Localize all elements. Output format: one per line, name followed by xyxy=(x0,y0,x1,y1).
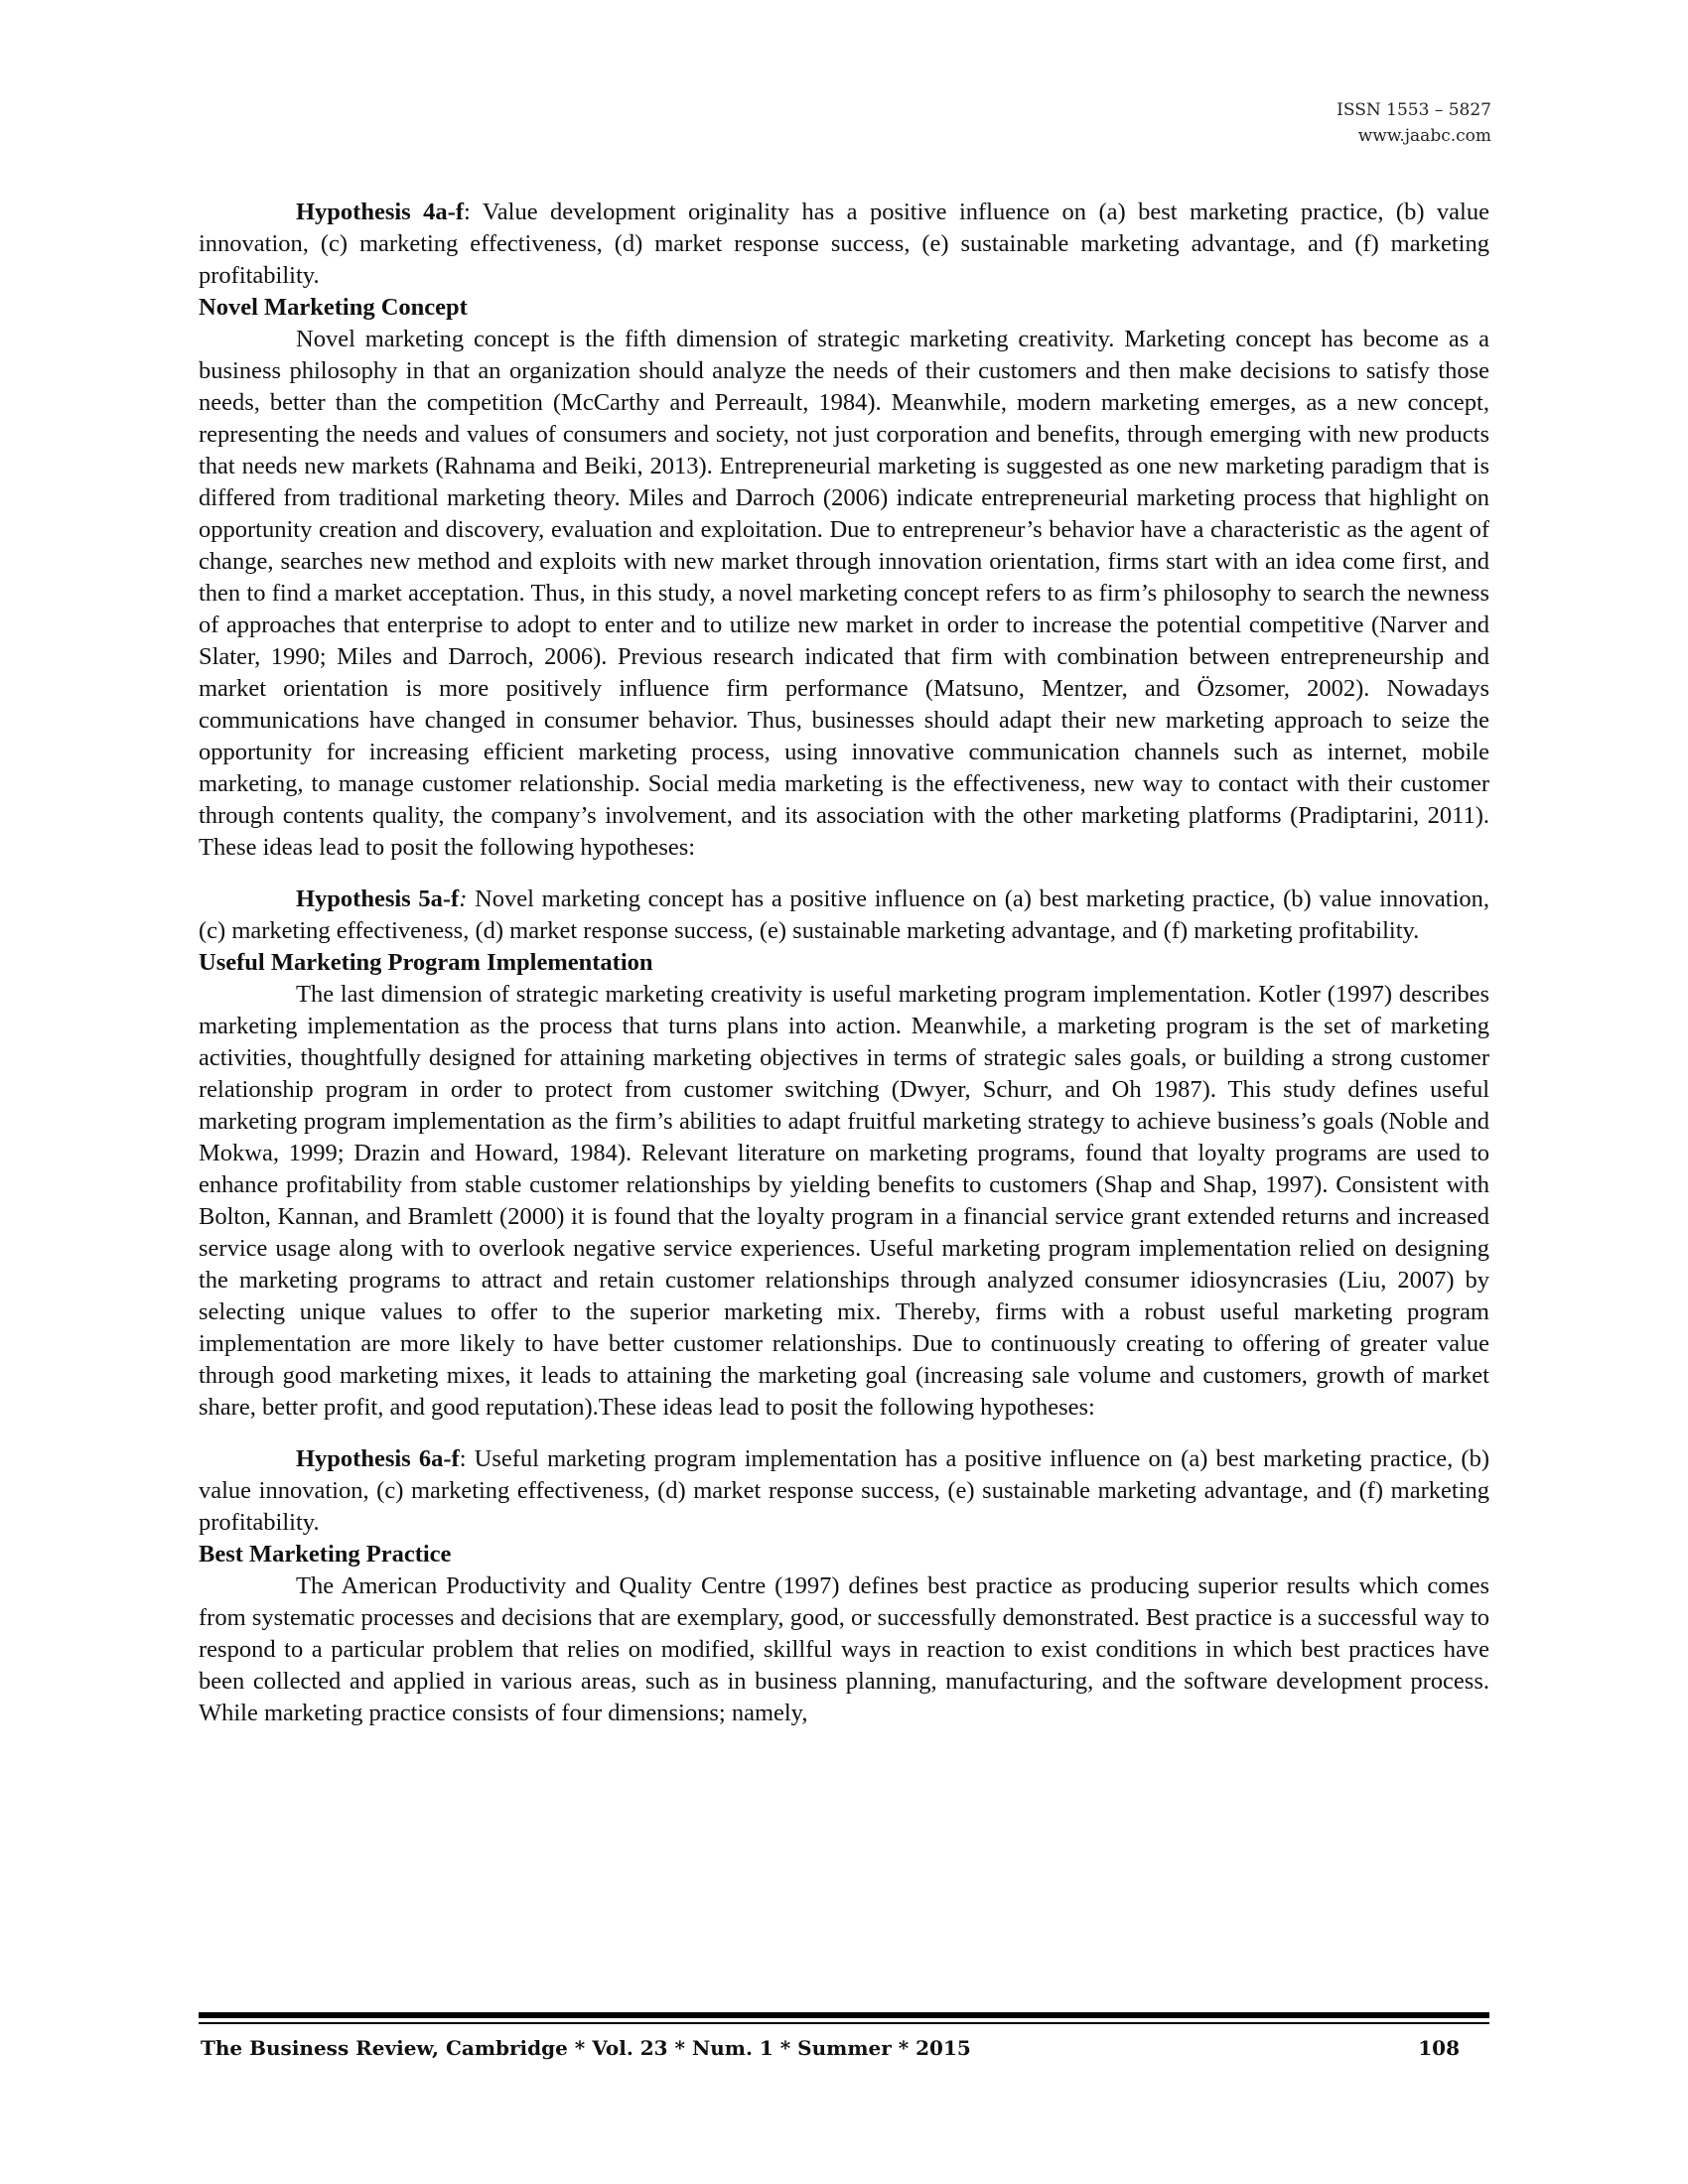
hypothesis-4-text: : Value development originality has a positive influence on (a) best marketing practice, (b) value innovation, (c) marketing effectiveness, (d) market response success, (e) sustainable marketing advantage, and (f) marketing profitability. xyxy=(199,199,1489,289)
website-label: www.jaabc.com xyxy=(1357,126,1491,146)
paragraph-useful-marketing-program: The last dimension of strategic marketing creativity is useful marketing program implementation. Kotler (1997) describes marketing implementation as the process that turns plans into action. Meanwhile, a marketing program is the set of marketing activities, thoughtfully designed for attaining marketing objectives in terms of strategic sales goals, or building a strong customer relationship program in order to protect from customer switching (Dwyer, Schurr, and Oh 1987). This study defines useful marketing program implementation as the firm’s abilities to adapt fruitful marketing strategy to achieve business’s goals (Noble and Mokwa, 1999; Drazin and Howard, 1984). Relevant literature on marketing programs, found that loyalty programs are used to enhance profitability from stable customer relationships by yielding benefits to customers (Shap and Shap, 1997). Consistent with Bolton, Kannan, and Bramlett (2000) it is found that the loyalty program in a financial service grant extended returns and increased service usage along with to overlook negative service experiences. Useful marketing program implementation relied on designing the marketing programs to attract and retain customer relationships through analyzed consumer idiosyncrasies (Liu, 2007) by selecting unique values to offer to the superior marketing mix. Thereby, firms with a robust useful marketing program implementation are more likely to have better customer relationships. Due to continuously creating to offering of greater value through good marketing mixes, it leads to attaining the marketing goal (increasing sale volume and customers, growth of market share, better profit, and good reputation).These ideas lead to posit the following hypotheses: xyxy=(199,981,1489,1421)
hypothesis-6-label: Hypothesis 6a-f xyxy=(296,1445,460,1472)
hypothesis-6 xyxy=(199,1443,1489,1539)
page-header xyxy=(1336,97,1491,149)
hypothesis-5-colon: : xyxy=(459,886,468,912)
hypothesis-6-text: : Useful marketing program implementation has a positive influence on (a) best marketing practice, (b) value innovation, (c) marketing effectiveness, (d) market response success, (e) sustainable marketing advantage, and (f) marketing profitability. xyxy=(199,1445,1489,1536)
page-number: 108 xyxy=(1418,2036,1460,2060)
section-heading-best-marketing-practice: Best Marketing Practice xyxy=(199,1541,452,1568)
hypothesis-5 xyxy=(199,884,1489,947)
hypothesis-5-label: Hypothesis 5a-f xyxy=(296,886,460,912)
section-heading-novel-marketing-concept: Novel Marketing Concept xyxy=(199,294,468,321)
section-heading-useful-marketing-program: Useful Marketing Program Implementation xyxy=(199,949,653,976)
footer-rule-thin xyxy=(199,2022,1489,2024)
hypothesis-4-label: Hypothesis 4a-f xyxy=(296,199,464,225)
hypothesis-5-text: Novel marketing concept has a positive influence on (a) best marketing practice, (b) value innovation, (c) marketing effectiveness, (d) market response success, (e) sustainable marketing advantage, and (f) marketing profitability. xyxy=(199,886,1490,944)
paragraph-best-marketing-practice: The American Productivity and Quality Centre (1997) defines best practice as producing superior results which comes from systematic processes and decisions that are exemplary, good, or successfully demonstrated. Best practice is a successful way to respond to a particular problem that relies on modified, skillful ways in reaction to exist conditions in which best practices have been collected and applied in various areas, such as in business planning, manufacturing, and the software development process. While marketing practice consists of four dimensions; namely, xyxy=(199,1572,1489,1726)
issn-label: ISSN 1553 – 5827 xyxy=(1336,100,1491,120)
paragraph-novel-marketing-concept: Novel marketing concept is the fifth dimension of strategic marketing creativity. Marketing concept has become as a business philosophy in that an organization should analyze the needs of their customers and then make decisions to satisfy those needs, better than the competition (McCarthy and Perreault, 1984). Meanwhile, modern marketing emerges, as a new concept, representing the needs and values of consumers and society, not just corporation and benefits, through emerging with new products that needs new markets (Rahnama and Beiki, 2013). Entrepreneurial marketing is suggested as one new marketing paradigm that is differed from traditional marketing theory. Miles and Darroch (2006) indicate entrepreneurial marketing process that highlight on opportunity creation and discovery, evaluation and exploitation. Due to entrepreneur’s behavior have a characteristic as the agent of change, searches new method and exploits with new market through innovation orientation, firms start with an idea come first, and then to find a market acceptation. Thus, in this study, a novel marketing concept refers to as firm’s philosophy to search the newness of approaches that enterprise to adopt to enter and to utilize new market in order to increase the potential competitive (Narver and Slater, 1990; Miles and Darroch, 2006). Previous research indicated that firm with combination between entrepreneurship and market orientation is more positively influence firm performance (Matsuno, Mentzer, and Özsomer, 2002). Nowadays communications have changed in consumer behavior. Thus, businesses should adapt their new marketing approach to seize the opportunity for increasing efficient marketing process, using innovative communication channels such as internet, mobile marketing, to manage customer relationship. Social media marketing is the effectiveness, new way to contact with their customer through contents quality, the company’s involvement, and its association with the other marketing platforms (Pradiptarini, 2011). These ideas lead to posit the following hypotheses: xyxy=(199,326,1489,861)
page-footer xyxy=(199,2031,1489,2065)
journal-citation: The Business Review, Cambridge * Vol. 23 * Num. 1 * Summer * 2015 xyxy=(201,2036,971,2060)
footer-rule-thick xyxy=(199,2012,1489,2018)
article-body xyxy=(199,197,1489,1729)
hypothesis-4 xyxy=(199,197,1489,292)
